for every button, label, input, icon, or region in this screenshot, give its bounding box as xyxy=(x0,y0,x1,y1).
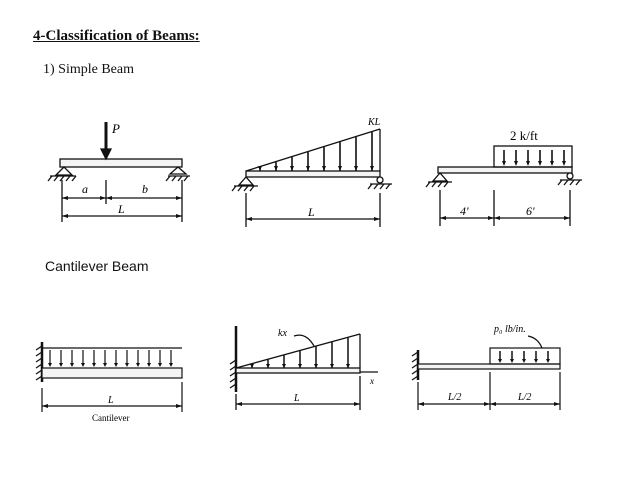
roller-support-icon xyxy=(166,167,190,181)
distributed-load-arrows xyxy=(504,150,564,164)
pin-support-icon xyxy=(426,173,452,187)
cantilever-partial-udl-figure xyxy=(404,318,574,418)
load-envelope xyxy=(236,334,360,368)
load-envelope xyxy=(246,129,380,171)
dim-label-right: 6′ xyxy=(526,204,535,218)
axis-label-x: x xyxy=(370,376,374,386)
cantilever-udl-figure xyxy=(30,336,190,436)
roller-support-icon xyxy=(368,177,392,189)
beam xyxy=(42,368,182,378)
dim-label-L: L xyxy=(308,205,315,219)
pin-support-icon xyxy=(48,167,76,181)
cantilever-beam-heading: Cantilever Beam xyxy=(45,258,149,274)
roller-support-icon xyxy=(558,173,582,185)
load-label: p₀ lb/in. xyxy=(494,324,526,335)
dim-label-right: L/2 xyxy=(518,392,532,403)
simple-beam-point-load-figure xyxy=(40,112,200,230)
figure-caption: Cantilever xyxy=(92,413,130,423)
beam xyxy=(236,368,360,373)
beam xyxy=(438,167,572,173)
page-title xyxy=(33,28,200,45)
simple-beam-triangular-load-figure xyxy=(232,115,397,230)
pin-support-icon xyxy=(232,177,258,191)
load-label-leader xyxy=(528,336,542,348)
title-text: 4-Classification of Beams xyxy=(33,28,195,44)
simple-beam-partial-udl-figure xyxy=(422,122,587,232)
dim-label-L: L xyxy=(294,393,300,404)
beam xyxy=(246,171,380,177)
dim-label-left: L/2 xyxy=(448,392,462,403)
load-label: P xyxy=(112,121,120,136)
simple-beam-heading: 1) Simple Beam xyxy=(43,62,134,77)
arrow-head xyxy=(101,149,111,159)
distributed-load-arrows xyxy=(260,132,372,171)
dim-label-left: 4′ xyxy=(460,204,469,218)
beam xyxy=(418,364,560,369)
cantilever-triangular-load-figure xyxy=(226,322,386,417)
load-label: KL xyxy=(368,117,381,128)
load-label: 2 k/ft xyxy=(510,128,538,143)
beam xyxy=(60,159,182,167)
load-label: kx xyxy=(278,328,287,339)
udl-block xyxy=(494,146,572,167)
dim-label-a: a xyxy=(82,182,88,196)
load-label-leader xyxy=(294,335,314,346)
title-colon: : xyxy=(194,28,200,44)
dim-label-L: L xyxy=(108,395,114,406)
distributed-load-arrows xyxy=(50,350,171,365)
dim-label-b: b xyxy=(142,182,148,196)
dim-label-L: L xyxy=(118,202,125,216)
